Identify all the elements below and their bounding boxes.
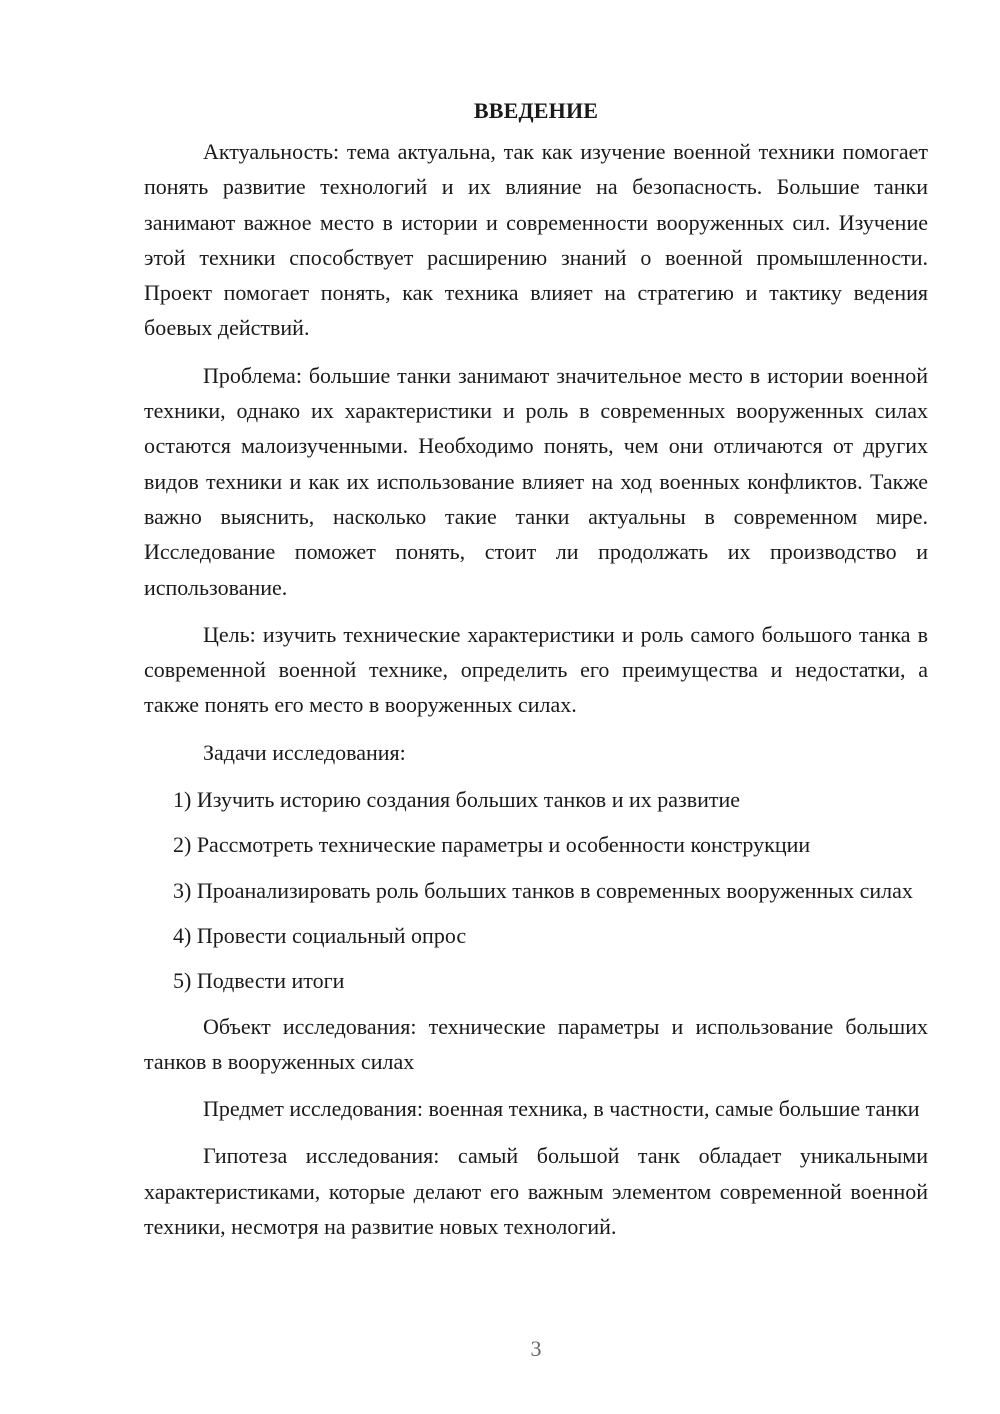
- task-item: 5) Подвести итоги: [173, 968, 345, 994]
- object-paragraph: Объект исследования: технические параметры и использование больших танков в вооруженных силах: [144, 1013, 928, 1074]
- goal-paragraph: Цель: изучить технические характеристики и роль самого большого танка в современной военной технике, определить его преимущества и недостатки, а также понять его место в вооруженных силах.: [144, 621, 928, 718]
- page-title: ВВЕДЕНИЕ: [473, 98, 599, 123]
- tasks-heading: Задачи исследования:: [203, 739, 406, 765]
- task-item: 4) Провести социальный опрос: [173, 922, 467, 948]
- task-item: 1) Изучить историю создания больших танков и их развитие: [173, 787, 741, 813]
- hypothesis-paragraph: Гипотеза исследования: самый большой танк обладает уникальными характеристиками, которые делают его важным элементом современной военной техники, несмотря на развитие новых технологий.: [144, 1143, 928, 1240]
- page-number: 3: [530, 1336, 542, 1361]
- relevance-paragraph: Актуальность: тема актуальна, так как изучение военной техники помогает понять развитие технологий и их влияние на безопасность. Большие танки занимают важное место в истории и современности вооруженных сил. Изучение этой техники способствует расширению знаний о военной промышленности. Проект помогает понять, как техника влияет на стратегию и тактику ведения боевых действий.: [144, 139, 928, 341]
- problem-paragraph: Проблема: большие танки занимают значительное место в истории военной техники, однако их характеристики и роль в современных вооруженных силах остаются малоизученными. Необходимо понять, чем они отличаются от других видов техники и как их использование влияет на ход военных конфликтов. Также важно выяснить, насколько такие танки актуальны в современном мире. Исследование поможет понять, стоит ли продолжать их производство и использование.: [144, 362, 928, 600]
- task-item: 3) Проанализировать роль больших танков в современных вооруженных силах: [173, 877, 913, 903]
- task-item: 2) Рассмотреть технические параметры и особенности конструкции: [173, 832, 811, 858]
- page-content: [144, 96, 928, 1256]
- subject-paragraph: Предмет исследования: военная техника, в частности, самые большие танки: [203, 1096, 920, 1122]
